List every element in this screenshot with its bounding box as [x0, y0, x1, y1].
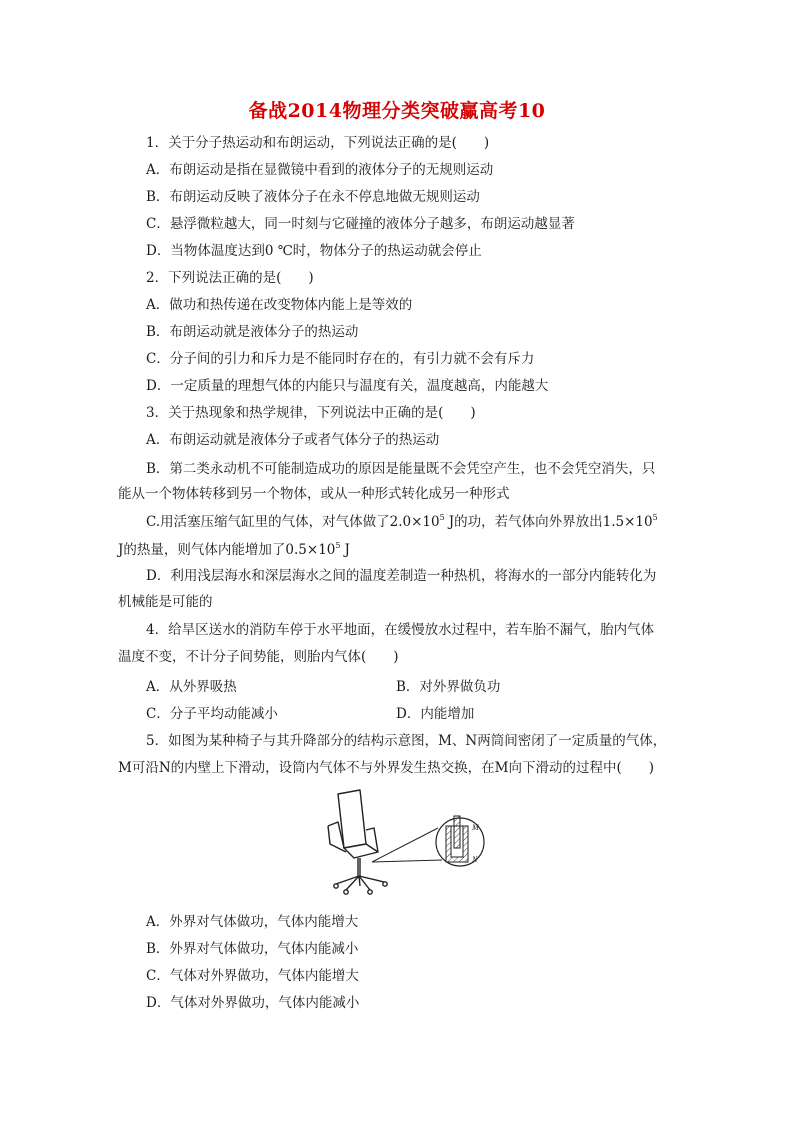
q3-stem: 3．关于热现象和热学规律，下列说法中正确的是( ) — [146, 405, 476, 421]
q3-c1-text-b: J的功，若气体向外界放出1.5×10 — [448, 514, 653, 530]
page-title: 备战2014物理分类突破赢高考10 — [248, 100, 546, 122]
q4-stem-line1: 4．给旱区送水的消防车停于水平地面，在缓慢放水过程中，若车胎不漏气，胎内气体 — [146, 622, 655, 638]
q5-option-a: A．外界对气体做功，气体内能增大 — [146, 914, 359, 930]
q3-option-b-line1: B．第二类永动机不可能制造成功的原因是能量既不会凭空产生，也不会凭空消失，只 — [146, 461, 656, 477]
q4-option-b: B．对外界做负功 — [396, 679, 501, 695]
q2-option-b: B．布朗运动就是液体分子的热运动 — [146, 324, 359, 340]
q2-option-c: C．分子间的引力和斥力是不能同时存在的，有引力就不会有斥力 — [146, 351, 535, 367]
q3-option-c-line2 — [118, 541, 350, 559]
q4-option-c: C．分子平均动能减小 — [146, 706, 278, 722]
q5-stem-line1: 5．如图为某种椅子与其升降部分的结构示意图，M、N两筒间密闭了一定质量的气体， — [146, 733, 667, 749]
q3-option-b-line2: 能从一个物体转移到另一个物体，或从一种形式转化成另一种形式 — [118, 486, 510, 502]
q5-option-d: D．气体对外界做功，气体内能减小 — [146, 995, 360, 1011]
q5-option-c: C．气体对外界做功，气体内能增大 — [146, 968, 359, 984]
q2-stem: 2．下列说法正确的是( ) — [146, 270, 314, 286]
q1-option-c: C．悬浮微粒越大，同一时刻与它碰撞的液体分子越多，布朗运动越显著 — [146, 216, 575, 232]
q2-option-a: A．做功和热传递在改变物体内能上是等效的 — [146, 297, 413, 313]
q3-option-d-line1: D．利用浅层海水和深层海水之间的温度差制造一种热机，将海水的一部分内能转化为 — [146, 568, 657, 584]
q5-stem-line2: M可沿N的内壁上下滑动，设筒内气体不与外界发生热交换，在M向下滑动的过程中( ) — [118, 760, 654, 776]
q3-c1-exponent-1: 5 — [439, 513, 445, 522]
q3-c1-exponent-2: 5 — [652, 513, 658, 522]
q1-option-d: D．当物体温度达到0 ℃时，物体分子的热运动就会停止 — [146, 243, 482, 259]
chair-cylinder-figure — [314, 786, 494, 896]
q1-option-b: B．布朗运动反映了液体分子在永不停息地做无规则运动 — [146, 189, 480, 205]
q1-stem: 1．关于分子热运动和布朗运动，下列说法正确的是( ) — [146, 135, 490, 151]
q4-option-a: A．从外界吸热 — [146, 679, 237, 695]
q3-option-c-line1 — [146, 513, 658, 531]
q3-c1-text-a: C.用活塞压缩气缸里的气体，对气体做了2.0×10 — [146, 514, 440, 530]
q2-option-d: D．一定质量的理想气体的内能只与温度有关，温度越高，内能越大 — [146, 378, 549, 394]
q3-c2-exponent: 5 — [335, 541, 341, 550]
callout-pointer — [372, 828, 442, 862]
q3-option-a: A．布朗运动就是液体分子或者气体分子的热运动 — [146, 432, 440, 448]
q3-option-d-line2: 机械能是可能的 — [118, 594, 213, 610]
q3-c2-text-b: J — [344, 542, 350, 558]
q5-option-b: B．外界对气体做功，气体内能减小 — [146, 941, 359, 957]
q1-option-a: A．布朗运动是指在显微镜中看到的液体分子的无规则运动 — [146, 162, 494, 178]
label-n: N — [472, 855, 478, 864]
q3-c2-text-a: J的热量，则气体内能增加了0.5×10 — [118, 542, 336, 558]
chair-drawing — [328, 790, 387, 894]
q4-option-d: D．内能增加 — [396, 706, 475, 722]
q4-stem-line2: 温度不变，不计分子间势能，则胎内气体( ) — [118, 649, 399, 665]
label-m: M — [472, 823, 479, 832]
